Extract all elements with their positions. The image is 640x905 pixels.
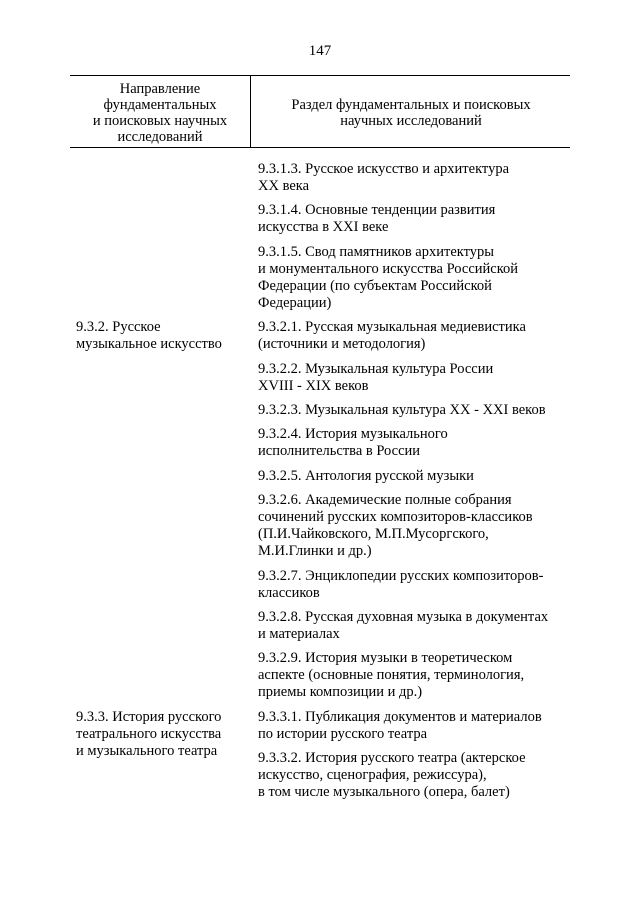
section-item — [258, 568, 570, 602]
section-item-line: в том числе музыкального (опера, балет) — [258, 784, 510, 801]
section-item-line: 9.3.1.3. Русское искусство и архитектура — [258, 161, 510, 177]
section-item-line: XX века — [258, 178, 310, 194]
section-item-line: 9.3.2.8. Русская духовная музыка в документах — [258, 608, 549, 625]
section-item — [258, 361, 570, 395]
section-item-line: 9.3.2.3. Музыкальная культура XX - XXI веков — [258, 401, 546, 418]
section-item-line: 9.3.1.5. Свод памятников архитектуры — [258, 243, 495, 260]
section-cell — [258, 709, 570, 809]
section-item-line: Федерации (по субъектам Российской — [258, 277, 492, 294]
section-item-line: по истории русского театра — [258, 725, 428, 742]
table-header-rule — [70, 147, 570, 148]
section-item — [258, 402, 570, 419]
section-item-line: 9.3.2.6. Академические полные собрания — [258, 492, 512, 509]
direction-line: музыкальное искусство — [76, 336, 222, 353]
header-section-line: Раздел фундаментальных и поисковых — [291, 97, 531, 113]
header-section — [252, 97, 570, 129]
section-item — [258, 750, 570, 801]
direction-line: и музыкального театра — [76, 742, 218, 759]
section-item-line: 9.3.3.1. Публикация документов и материалов — [258, 708, 542, 725]
section-item — [258, 468, 570, 485]
section-cell — [258, 319, 570, 709]
section-item-line: 9.3.2.5. Антология русской музыки — [258, 467, 474, 484]
direction-line: 9.3.2. Русское — [76, 319, 161, 336]
section-item-line: 9.3.1.4. Основные тенденции развития — [258, 202, 496, 219]
section-item-line: искусства в XXI веке — [258, 219, 389, 236]
section-item-line: и монументального искусства Российской — [258, 260, 519, 277]
header-section-line: научных исследований — [340, 113, 482, 129]
header-direction-line: исследований — [117, 129, 203, 145]
table-top-rule — [70, 75, 570, 76]
section-item — [258, 609, 570, 643]
table-row — [0, 161, 640, 319]
direction-line: 9.3.3. История русского — [76, 708, 222, 725]
section-item-line: классиков — [258, 584, 320, 601]
header-direction-line: и поисковых научных — [92, 113, 228, 129]
section-item — [258, 202, 570, 236]
section-item-line: искусство, сценография, режиссура), — [258, 767, 487, 784]
table-row — [0, 319, 640, 709]
direction-cell — [0, 161, 258, 319]
section-item-line: 9.3.2.7. Энциклопедии русских композиторов- — [258, 567, 544, 584]
section-item-line: аспекте (основные понятия, терминология, — [258, 667, 525, 684]
section-item-line: XVIII - XIX веков — [258, 377, 369, 394]
section-item — [258, 319, 570, 353]
section-item-line: (источники и методология) — [258, 336, 426, 353]
header-direction-line: фундаментальных — [103, 97, 217, 113]
section-item-line: 9.3.3.2. История русского театра (актерское — [258, 750, 526, 767]
section-item — [258, 709, 570, 743]
section-item — [258, 161, 570, 195]
section-item — [258, 492, 570, 560]
section-item-line: приемы композиции и др.) — [258, 684, 423, 701]
section-item-line: 9.3.2.4. История музыкального — [258, 426, 448, 443]
section-item-line: (П.И.Чайковского, М.П.Мусоргского, — [258, 526, 489, 543]
section-item — [258, 244, 570, 312]
header-direction-line: Направление — [119, 81, 201, 97]
section-item-line: М.И.Глинки и др.) — [258, 543, 372, 560]
section-item-line: исполнительства в России — [258, 443, 421, 460]
section-item-line: и материалах — [258, 625, 340, 642]
section-item-line: 9.3.2.9. История музыки в теоретическом — [258, 650, 513, 667]
section-cell — [258, 161, 570, 319]
header-column-divider — [250, 75, 251, 147]
direction-cell — [0, 319, 258, 709]
header-direction — [70, 81, 250, 145]
section-item-line: сочинений русских композиторов-классиков — [258, 509, 533, 526]
section-item-line: Федерации) — [258, 294, 332, 311]
direction-cell — [0, 709, 258, 809]
direction-line: театрального искусства — [76, 725, 222, 742]
table-row — [0, 709, 640, 809]
section-item-line: 9.3.2.2. Музыкальная культура России — [258, 360, 494, 377]
section-item — [258, 426, 570, 460]
section-item-line: 9.3.2.1. Русская музыкальная медиевистика — [258, 319, 526, 336]
section-item — [258, 650, 570, 701]
page-number: 147 — [308, 43, 332, 59]
table-body — [0, 161, 640, 808]
